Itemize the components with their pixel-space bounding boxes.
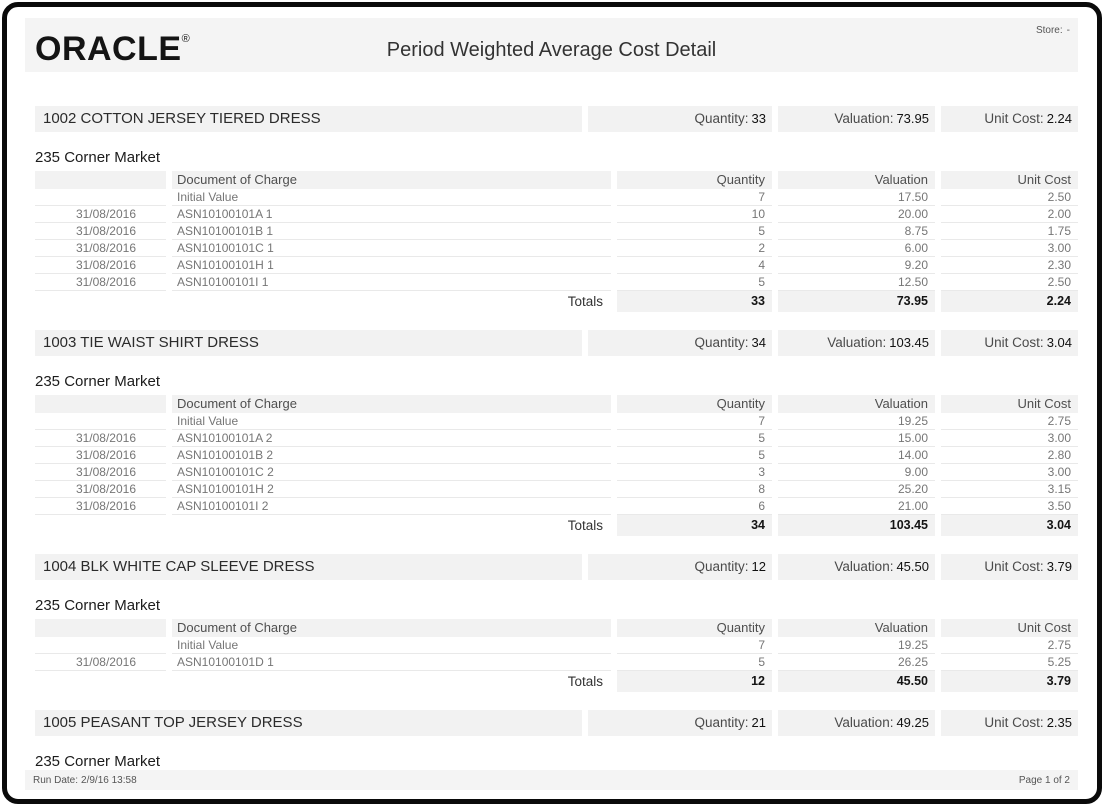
row-unit-cost: 3.15 (941, 481, 1078, 498)
row-document: ASN10100101B 1 (172, 223, 611, 240)
item-summary-unit-cost (941, 106, 1078, 132)
row-valuation: 19.25 (778, 637, 935, 654)
item-summary-unit-cost (941, 330, 1078, 356)
row-quantity: 7 (617, 413, 772, 430)
report-frame (2, 2, 1102, 804)
row-date: 31/08/2016 (35, 481, 166, 498)
totals-spacer (35, 291, 166, 312)
row-unit-cost: 1.75 (941, 223, 1078, 240)
totals-row (35, 515, 1078, 536)
item-summary-unit-cost (941, 710, 1078, 736)
table-row (35, 223, 1078, 240)
row-valuation: 6.00 (778, 240, 935, 257)
row-quantity: 6 (617, 498, 772, 515)
table-row (35, 464, 1078, 481)
row-document: ASN10100101C 2 (172, 464, 611, 481)
unit-cost-value: 3.79 (1046, 559, 1072, 574)
totals-spacer (35, 671, 166, 692)
row-unit-cost: 2.00 (941, 206, 1078, 223)
doc-table (35, 395, 1078, 536)
unit-cost-column-header: Unit Cost (941, 171, 1078, 189)
valuation-column-header: Valuation (778, 395, 935, 413)
row-valuation: 15.00 (778, 430, 935, 447)
valuation-label: Valuation: (834, 111, 894, 126)
unit-cost-label: Unit Cost: (984, 559, 1044, 574)
totals-label: Totals (567, 518, 603, 533)
totals-valuation: 103.45 (778, 515, 935, 536)
totals-unit-cost: 3.79 (941, 671, 1078, 692)
page-indicator: Page 1 of 2 (1018, 774, 1070, 786)
quantity-label: Quantity: (694, 335, 749, 350)
row-unit-cost: 3.00 (941, 240, 1078, 257)
row-document: ASN10100101B 2 (172, 447, 611, 464)
document-column-header: Document of Charge (172, 395, 611, 413)
item-summary-bar (35, 330, 1078, 356)
item-section (35, 710, 1078, 772)
table-row (35, 447, 1078, 464)
quantity-value: 33 (751, 111, 766, 126)
row-document: Initial Value (172, 637, 611, 654)
unit-cost-label: Unit Cost: (984, 715, 1044, 730)
row-unit-cost: 3.50 (941, 498, 1078, 515)
row-unit-cost: 2.30 (941, 257, 1078, 274)
table-header-row (35, 395, 1078, 413)
doc-table-body (35, 413, 1078, 515)
row-valuation: 19.25 (778, 413, 935, 430)
row-valuation: 8.75 (778, 223, 935, 240)
valuation-value: 103.45 (889, 335, 929, 350)
row-unit-cost: 2.75 (941, 637, 1078, 654)
date-column-header (35, 171, 166, 189)
row-valuation: 26.25 (778, 654, 935, 671)
unit-cost-label: Unit Cost: (984, 335, 1044, 350)
row-valuation: 9.00 (778, 464, 935, 481)
table-header-row (35, 619, 1078, 637)
item-title: 1002 COTTON JERSEY TIERED DRESS (35, 106, 582, 132)
row-quantity: 5 (617, 274, 772, 291)
doc-table (35, 619, 1078, 692)
valuation-label: Valuation: (834, 559, 894, 574)
row-quantity: 3 (617, 464, 772, 481)
totals-label: Totals (567, 674, 603, 689)
totals-row (35, 671, 1078, 692)
row-document: ASN10100101C 1 (172, 240, 611, 257)
row-valuation: 25.20 (778, 481, 935, 498)
item-section (35, 106, 1078, 312)
row-unit-cost: 3.00 (941, 430, 1078, 447)
row-date (35, 637, 166, 654)
totals-unit-cost: 2.24 (941, 291, 1078, 312)
table-row (35, 257, 1078, 274)
report-footer (25, 770, 1078, 790)
row-date: 31/08/2016 (35, 257, 166, 274)
item-summary-valuation (778, 554, 935, 580)
quantity-column-header: Quantity (617, 619, 772, 637)
totals-quantity: 12 (617, 671, 772, 692)
valuation-value: 45.50 (896, 559, 929, 574)
valuation-label: Valuation: (827, 335, 887, 350)
row-valuation: 20.00 (778, 206, 935, 223)
row-quantity: 4 (617, 257, 772, 274)
row-document: ASN10100101D 1 (172, 654, 611, 671)
store-label: Store: (1035, 25, 1063, 36)
location-heading: 235 Corner Market (35, 753, 161, 770)
store-value: - (1066, 25, 1070, 36)
table-row (35, 189, 1078, 206)
quantity-column-header: Quantity (617, 171, 772, 189)
quantity-value: 34 (751, 335, 766, 350)
document-column-header: Document of Charge (172, 619, 611, 637)
row-document: Initial Value (172, 189, 611, 206)
totals-label: Totals (567, 294, 603, 309)
row-quantity: 7 (617, 189, 772, 206)
item-summary-quantity (588, 106, 772, 132)
table-row (35, 654, 1078, 671)
table-header-row (35, 171, 1078, 189)
doc-table (35, 171, 1078, 312)
location-heading: 235 Corner Market (35, 373, 161, 390)
table-row (35, 498, 1078, 515)
location-heading: 235 Corner Market (35, 597, 161, 614)
valuation-label: Valuation: (834, 715, 894, 730)
quantity-label: Quantity: (694, 111, 749, 126)
totals-quantity: 34 (617, 515, 772, 536)
item-summary-quantity (588, 710, 772, 736)
unit-cost-label: Unit Cost: (984, 111, 1044, 126)
valuation-value: 49.25 (896, 715, 929, 730)
row-unit-cost: 3.00 (941, 464, 1078, 481)
item-summary-bar (35, 554, 1078, 580)
oracle-logo-text: ORACLE (35, 30, 182, 68)
registered-trademark-icon: ® (181, 33, 191, 45)
row-unit-cost: 2.75 (941, 413, 1078, 430)
item-summary-valuation (778, 330, 935, 356)
item-title: 1004 BLK WHITE CAP SLEEVE DRESS (35, 554, 582, 580)
row-date: 31/08/2016 (35, 464, 166, 481)
item-summary-bar (35, 710, 1078, 736)
item-title: 1003 TIE WAIST SHIRT DRESS (35, 330, 582, 356)
row-date: 31/08/2016 (35, 206, 166, 223)
row-unit-cost: 2.50 (941, 274, 1078, 291)
row-date: 31/08/2016 (35, 430, 166, 447)
row-unit-cost: 5.25 (941, 654, 1078, 671)
row-valuation: 17.50 (778, 189, 935, 206)
row-document: ASN10100101I 2 (172, 498, 611, 515)
totals-valuation: 45.50 (778, 671, 935, 692)
row-quantity: 7 (617, 637, 772, 654)
item-summary-valuation (778, 106, 935, 132)
unit-cost-value: 3.04 (1046, 335, 1072, 350)
row-date (35, 413, 166, 430)
row-quantity: 5 (617, 447, 772, 464)
doc-table-body (35, 189, 1078, 291)
unit-cost-value: 2.35 (1046, 715, 1072, 730)
row-quantity: 8 (617, 481, 772, 498)
quantity-column-header: Quantity (617, 395, 772, 413)
run-date-label: Run Date: (33, 774, 79, 786)
table-row (35, 481, 1078, 498)
doc-table-body (35, 637, 1078, 671)
row-quantity: 2 (617, 240, 772, 257)
row-document: ASN10100101H 1 (172, 257, 611, 274)
item-summary-bar (35, 106, 1078, 132)
row-date: 31/08/2016 (35, 240, 166, 257)
item-summary-quantity (588, 330, 772, 356)
row-valuation: 12.50 (778, 274, 935, 291)
row-quantity: 5 (617, 654, 772, 671)
table-row (35, 637, 1078, 654)
quantity-value: 12 (751, 559, 766, 574)
totals-spacer (35, 515, 166, 536)
location-heading: 235 Corner Market (35, 149, 161, 166)
totals-valuation: 73.95 (778, 291, 935, 312)
date-column-header (35, 395, 166, 413)
row-document: ASN10100101A 2 (172, 430, 611, 447)
row-valuation: 9.20 (778, 257, 935, 274)
row-valuation: 14.00 (778, 447, 935, 464)
unit-cost-value: 2.24 (1046, 111, 1072, 126)
row-quantity: 5 (617, 430, 772, 447)
store-info (1036, 25, 1070, 36)
oracle-logo (35, 32, 190, 66)
run-date (33, 775, 137, 786)
row-date: 31/08/2016 (35, 447, 166, 464)
row-date: 31/08/2016 (35, 274, 166, 291)
row-unit-cost: 2.50 (941, 189, 1078, 206)
totals-row (35, 291, 1078, 312)
row-document: ASN10100101A 1 (172, 206, 611, 223)
item-section (35, 330, 1078, 536)
report-page (7, 7, 1097, 799)
table-row (35, 413, 1078, 430)
row-valuation: 21.00 (778, 498, 935, 515)
row-document: Initial Value (172, 413, 611, 430)
sections-container (25, 106, 1078, 772)
row-date: 31/08/2016 (35, 223, 166, 240)
report-title: Period Weighted Average Cost Detail (386, 39, 717, 61)
quantity-label: Quantity: (694, 559, 749, 574)
totals-quantity: 33 (617, 291, 772, 312)
valuation-value: 73.95 (896, 111, 929, 126)
item-summary-unit-cost (941, 554, 1078, 580)
quantity-label: Quantity: (694, 715, 749, 730)
valuation-column-header: Valuation (778, 171, 935, 189)
row-date: 31/08/2016 (35, 498, 166, 515)
item-section (35, 554, 1078, 692)
table-row (35, 274, 1078, 291)
row-quantity: 10 (617, 206, 772, 223)
row-quantity: 5 (617, 223, 772, 240)
valuation-column-header: Valuation (778, 619, 935, 637)
quantity-value: 21 (751, 715, 766, 730)
row-unit-cost: 2.80 (941, 447, 1078, 464)
row-date: 31/08/2016 (35, 654, 166, 671)
row-date (35, 189, 166, 206)
table-row (35, 240, 1078, 257)
item-summary-valuation (778, 710, 935, 736)
item-summary-quantity (588, 554, 772, 580)
unit-cost-column-header: Unit Cost (941, 619, 1078, 637)
date-column-header (35, 619, 166, 637)
row-document: ASN10100101I 1 (172, 274, 611, 291)
document-column-header: Document of Charge (172, 171, 611, 189)
report-header (25, 18, 1078, 72)
table-row (35, 206, 1078, 223)
item-title: 1005 PEASANT TOP JERSEY DRESS (35, 710, 582, 736)
unit-cost-column-header: Unit Cost (941, 395, 1078, 413)
run-date-value: 2/9/16 13:58 (81, 774, 137, 786)
totals-unit-cost: 3.04 (941, 515, 1078, 536)
table-row (35, 430, 1078, 447)
row-document: ASN10100101H 2 (172, 481, 611, 498)
